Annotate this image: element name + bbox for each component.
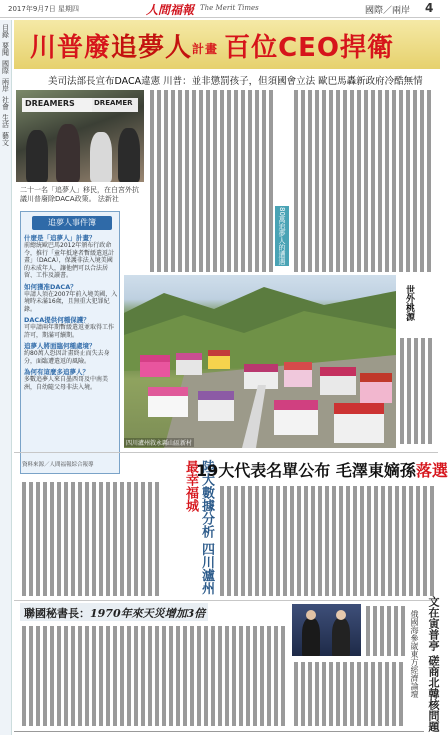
- photo-caption: 四川瀘州敘永縣山區新村: [126, 440, 193, 447]
- photo-caption: 二十一名「追夢人」移民，在白宮外抗議川普廢除DACA政策。 法新社: [20, 186, 139, 203]
- info-box-title: 追夢人事件簿: [32, 216, 112, 230]
- index-label[interactable]: 國際: [1, 60, 10, 74]
- headline-text: 19大代表名單公布 毛澤東嫡孫: [196, 461, 416, 480]
- sichuan-story-headline[interactable]: [170, 460, 214, 600]
- page-bottom-rule: [14, 731, 424, 732]
- headline-text-highlight: 1970年來天災增加3倍: [90, 607, 206, 620]
- protest-sign: DREAMERS: [22, 98, 92, 112]
- info-answer: 約80萬人恐因計畫終止而失去身分，面臨遭遣返的風險。: [24, 350, 110, 365]
- headline-text-highlight: 追夢人: [111, 33, 193, 63]
- photo-figure: [26, 130, 48, 182]
- summit-photo[interactable]: [292, 604, 361, 656]
- congress-story-headline[interactable]: [196, 458, 448, 481]
- article-body-columns: [20, 480, 166, 598]
- section-divider: [14, 452, 438, 453]
- index-label[interactable]: 兩岸: [1, 78, 10, 92]
- text-column-lines: [218, 484, 438, 598]
- headline-text: 捍衛: [340, 33, 395, 63]
- headline-text: 聯國秘書長：: [24, 607, 90, 620]
- main-headline[interactable]: [30, 27, 394, 64]
- photo-figure: [118, 128, 140, 182]
- headline-text-highlight: 落選: [415, 461, 448, 480]
- photo-feature-caption-column: [398, 336, 436, 448]
- headline-small-text: 計畫: [192, 41, 219, 56]
- protest-sign: DREAMER: [92, 98, 138, 112]
- headline-text: 川普廢: [30, 33, 112, 63]
- index-label[interactable]: 要聞: [1, 42, 10, 56]
- info-answer: 多數追夢人來自墨西哥及中南美洲，自幼隨父母非法入境。: [24, 376, 109, 391]
- article-body-columns: [292, 660, 406, 728]
- issue-date: 2017年9月7日 星期四: [8, 5, 79, 13]
- summit-story-headline[interactable]: 文在寅普亭 磋商北韓核問題: [427, 596, 440, 732]
- headline-text-highlight: 最幸福城: [183, 460, 198, 512]
- index-strip: [0, 20, 12, 735]
- text-column-lines: [292, 660, 406, 728]
- landscape-drawing: [124, 275, 396, 448]
- photo-figure: [336, 610, 346, 620]
- newspaper-english-name: The Merit Times: [200, 4, 259, 12]
- photo-feature-title: 世外桃源: [404, 285, 414, 321]
- headline-text: 陸大數據分析 四川瀘州: [199, 460, 214, 595]
- index-label[interactable]: 藝文: [1, 132, 10, 146]
- index-label[interactable]: 社會: [1, 96, 10, 110]
- info-question: 什麼是「追夢人」計畫？: [24, 234, 96, 242]
- index-label[interactable]: 生活: [1, 114, 10, 128]
- photo-figure: [56, 124, 80, 182]
- article-body-columns: [218, 484, 438, 598]
- article-body-columns: [20, 624, 288, 728]
- sidebar-tag: 80萬追夢人的遭遇: [275, 206, 289, 266]
- headline-text: 百位CEO: [224, 33, 341, 63]
- section-divider: [14, 600, 438, 601]
- newspaper-logo: 人間福報: [146, 3, 195, 17]
- section-name: 國際／兩岸: [365, 6, 411, 16]
- info-answer: 可申請兩年期暫緩遣返並取得工作許可，期滿可續期。: [24, 324, 115, 339]
- text-column-lines: [398, 336, 436, 448]
- text-column-lines: [20, 480, 166, 598]
- text-column-lines: [20, 624, 288, 728]
- article-body-columns: [364, 604, 406, 658]
- info-question: 為何有這麼多追夢人？: [24, 368, 89, 376]
- info-question: 追夢人將面臨何種處境？: [24, 342, 96, 350]
- info-answer: 申請人須在2007年前入境美國，入境時未滿16歲，且無重大犯罪紀錄。: [24, 290, 118, 313]
- info-box-content: [24, 234, 118, 458]
- photo-figure: [332, 618, 350, 656]
- info-question: 如何獲准DACA？: [24, 282, 77, 291]
- info-question: DACA提供何種保護？: [24, 316, 90, 324]
- text-column-lines: [364, 604, 406, 658]
- text-column-lines: [148, 88, 273, 274]
- summit-subhead: 俄國海參崴東方經濟論壇: [410, 610, 419, 698]
- photo-figure: [306, 610, 316, 620]
- article-body-columns: [148, 88, 273, 274]
- un-story-headline[interactable]: [20, 603, 208, 621]
- photo-figure: [302, 618, 320, 656]
- index-label[interactable]: 目錄: [1, 24, 10, 38]
- main-subhead: 美司法部長宣布DACA違憲 川普：並非懲罰孩子，但須國會立法 歐巴馬轟新政府冷酷無情: [48, 76, 423, 87]
- page-number: 4: [425, 1, 434, 15]
- article-body-columns: [292, 88, 432, 274]
- photo-figure: [90, 132, 112, 182]
- text-column-lines: [292, 88, 432, 274]
- info-source: 資料來源／人間福報綜合報導: [22, 462, 94, 468]
- info-answer: 前總統歐巴馬2012年頒布行政命令，推行「童年抵達者暫緩遣返計畫」（DACA），保護非法入境美國的未成年人，讓他們可以合法居留、工作及讀書。: [24, 242, 115, 279]
- village-landscape-photo[interactable]: [124, 275, 396, 448]
